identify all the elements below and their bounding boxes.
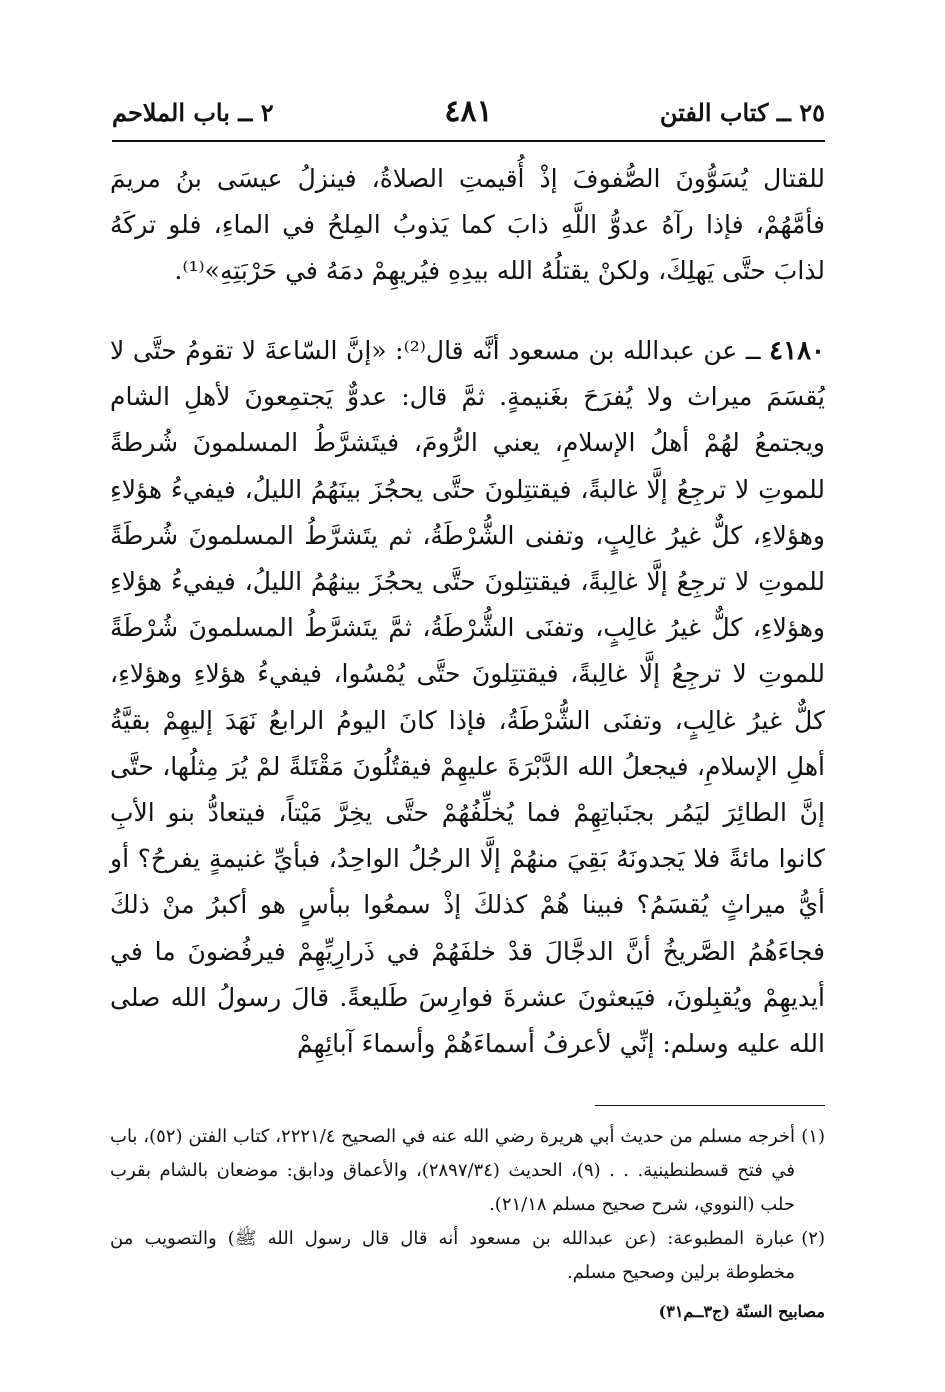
footnote-2-mark: (٢): [801, 1228, 825, 1249]
footnote-2: [110, 1222, 825, 1290]
running-header: [112, 92, 825, 140]
footnotes: [110, 1120, 825, 1290]
section-title: ٢ ــ باب الملاحم: [112, 98, 274, 127]
footnote-divider: [595, 1105, 825, 1106]
chapter-title: ٢٥ ــ كتاب الفتن: [659, 98, 825, 127]
page-number: ٤٨١: [444, 94, 493, 129]
footnote-1: [110, 1120, 825, 1222]
printer-signature: مصابيح السنّة (ج٣ــم٣١): [658, 1302, 825, 1321]
hadith-paragraph: [110, 328, 825, 1067]
header-divider: [112, 140, 825, 142]
footnote-2-text: عبارة المطبوعة: (عن عبدالله بن مسعود أنه قال قال رسول الله ﷺ) والتصويب من مخطوطة برلين وصحيح مسلم.: [110, 1228, 795, 1283]
continuation-paragraph: للقتال يُسَوُّونَ الصُّفوفَ إذْ أُقيمتِ الصلاةُ، فينزلُ عيسَى بنُ مريمَ فأمَّهُمْ، فإذا رآهُ عدوُّ اللَّهِ ذابَ كما يَذوبُ المِلحُ في الماءِ، فلو تركَهُ لذابَ حتَّى يَهلِكَ، ولكنْ يقتلُهُ الله بيدِهِ فيُريهِمْ دمَهُ في حَرْبَتِهِ»⁽¹⁾.: [110, 164, 825, 286]
hadith-number: ٤١٨٠: [769, 336, 826, 366]
hadith-text: ــ عن عبدالله بن مسعود أنَّه قال⁽²⁾: «إنَّ السّاعةَ لا تقومُ حتَّى لا يُقسَمَ ميراث ولا يُفرَحَ بغَنيمةٍ. ثمَّ قال: عدوٌّ يَجتمِعونَ لأهلِ الشام ويجتمعُ لهُمْ أهلُ الإسلامِ، يعني الرُّومَ، فيتَشرَّطُ المسلمونَ شُرطةً للموتِ لا ترجِعُ إلَّا غالبةً، فيقتتِلونَ حتَّى يحجُزَ بينَهُمُ الليلُ، فيفيءُ هؤلاءِ وهؤلاءِ، كلٌّ غيرُ غالِبٍ، وتفنى الشُّرْطَةُ، ثم يتَشرَّطُ المسلمونَ شُرطَةً للموتِ لا ترجِعُ إلَّا غالِبةً، فيقتتِلونَ حتَّى يحجُزَ بينهُمُ الليلُ، فيفيءُ هؤلاءِ وهؤلاءِ، كلٌّ غيرُ غالِبٍ، وتفنَى الشُّرْطَةُ، ثمَّ يتَشرَّطُ المسلمونَ شُرْطَةً للموتِ لا ترجِعُ إلَّا غالِبةً، فيقتتِلونَ حتَّى يُمْسُوا، فيفيءُ هؤلاءِ وهؤلاءِ، كلٌّ غيرُ غالِبٍ، وتفنَى الشُّرْطَةُ، فإذا كانَ اليومُ الرابعُ نَهَدَ إليهِمْ بقيَّةُ أهلِ الإسلامِ، فيجعلُ الله الدَّبْرَةَ عليهِمْ فيقتُلُونَ مَقْتَلةً لمْ يُرَ مِثلُها، حتَّى إنَّ الطائِرَ ليَمُر بجنَباتِهِمْ فما يُخلِّفُهُمْ حتَّى يخِرَّ مَيْتاً، فيتعادُّ بنو الأبِ كانوا مائةً فلا يَجدونَهُ بَقِيَ منهُمْ إلَّا الرجُلُ الواحِدُ، فبأيِّ غنيمةٍ يفرحُ؟ أو أيُّ ميراثٍ يُقسَمُ؟ فبينا هُمْ كذلكَ إذْ سمعُوا ببأسٍ هو أكبرُ منْ ذلكَ فجاءَهُمُ الصَّريخُ أنَّ الدجَّالَ قدْ خلفَهُمْ في ذَرارِيِّهِمْ فيرفُضونَ ما في أيديهِمْ ويُقبِلونَ، فيَبعثونَ عشرةَ فوارِسَ طَليعةً. قالَ رسولُ الله صلى الله عليه وسلم: إنِّي لأعرفُ أسماءَهُمْ وأسماءَ آبائِهِمْ: [110, 336, 825, 1059]
footnote-1-mark: (١): [801, 1126, 825, 1147]
footnote-1-text: أخرجه مسلم من حديث أبي هريرة رضي الله عنه في الصحيح ٢٢٢١/٤، كتاب الفتن (٥٢)، باب في فتح قسطنطينية. . . (٩)، الحديث (٢٨٩٧/٣٤)، والأعماق ودابق: موضعان بالشام بقرب حلب (النووي، شرح صحيح مسلم ٢١/١٨).: [110, 1126, 796, 1215]
